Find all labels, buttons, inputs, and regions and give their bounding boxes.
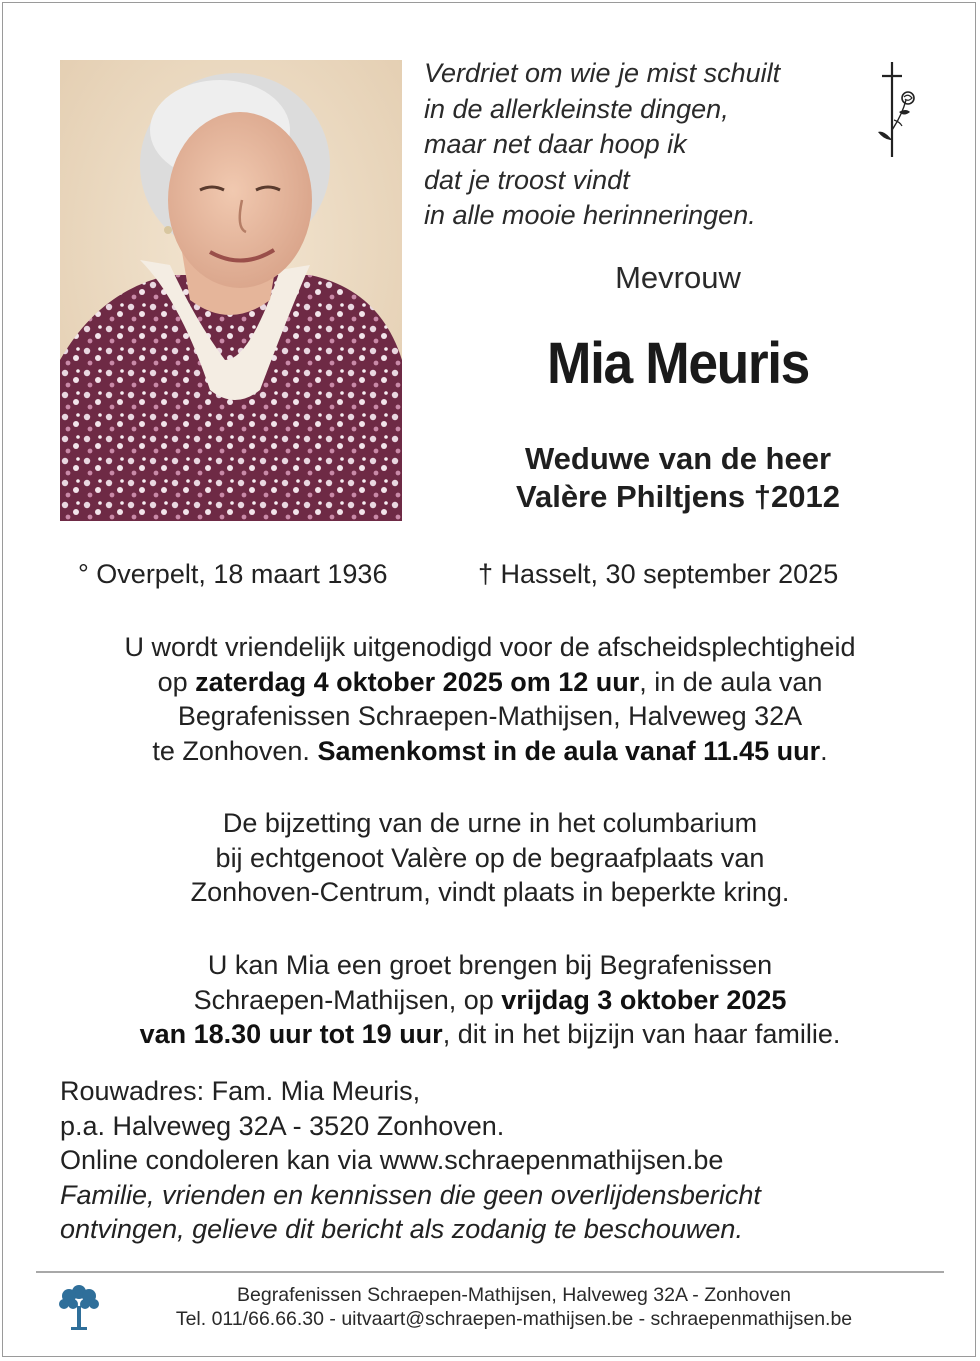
- tree-logo-icon: [58, 1282, 100, 1332]
- death-date: † Hasselt, 30 september 2025: [478, 559, 839, 589]
- visit-date: vrijdag 3 oktober 2025: [501, 984, 787, 1015]
- ceremony-line: [40, 734, 940, 769]
- deceased-name: Mia Meuris: [547, 331, 809, 396]
- ceremony-line: Begrafenissen Schraepen-Mathijsen, Halveweg 32A: [177, 701, 803, 731]
- ceremony-date: zaterdag 4 oktober 2025 om 12 uur: [195, 666, 640, 697]
- poem-line: in de allerkleinste dingen,: [424, 93, 729, 124]
- mourning-address: [60, 1074, 761, 1247]
- footer-divider: [36, 1271, 944, 1273]
- poem-line: dat je troost vindt: [424, 164, 630, 195]
- visit-line: [40, 983, 940, 1018]
- poem-line: maar net daar hoop ik: [424, 129, 687, 159]
- text: op: [157, 666, 196, 697]
- text: , in de aula van: [639, 666, 823, 697]
- portrait-photo: [60, 60, 402, 521]
- widow-note: [410, 440, 946, 516]
- burial-line: Zonhoven-Centrum, vindt plaats in beperkte kring.: [190, 877, 790, 907]
- footer-address: Begrafenissen Schraepen-Mathijsen, Halveweg 32A - Zonhoven: [237, 1284, 791, 1306]
- ceremony-paragraph: [40, 630, 940, 768]
- cross-with-rose-icon: [872, 60, 922, 160]
- visit-line: [40, 1017, 940, 1052]
- address-line: p.a. Halveweg 32A - 3520 Zonhoven.: [60, 1110, 505, 1141]
- footer-contact: Tel. 011/66.66.30 - uitvaart@schraepen-mathijsen.be - schraepenmathijsen.be: [175, 1308, 853, 1330]
- poem-line: Verdriet om wie je mist schuilt: [424, 58, 781, 88]
- burial-paragraph: [40, 806, 940, 910]
- visit-paragraph: [40, 948, 940, 1052]
- burial-line: bij echtgenoot Valère op de begraafplaats van: [215, 842, 765, 873]
- widow-line: Weduwe van de heer: [524, 441, 832, 476]
- text: , dit in het bijzijn van haar familie.: [442, 1019, 841, 1049]
- text: te Zonhoven.: [152, 735, 318, 766]
- address-line: Rouwadres: Fam. Mia Meuris,: [60, 1076, 421, 1106]
- condolence-line: Online condoleren kan via www.schraepenmathijsen.be: [60, 1145, 724, 1175]
- visit-line: U kan Mia een groet brengen bij Begrafenissen: [207, 950, 773, 980]
- visit-time: van 18.30 uur tot 19 uur: [139, 1019, 443, 1049]
- burial-line: De bijzetting van de urne in het columbarium: [222, 808, 758, 838]
- text: .: [820, 735, 828, 766]
- ceremony-line: U wordt vriendelijk uitgenodigd voor de afscheidsplechtigheid: [124, 632, 856, 662]
- ceremony-line: [40, 665, 940, 700]
- text: Schraepen-Mathijsen, op: [193, 984, 502, 1015]
- notice-line: ontvingen, gelieve dit bericht als zodanig te beschouwen.: [60, 1214, 743, 1244]
- widow-line: Valère Philtjens †2012: [516, 479, 840, 514]
- poem-line: in alle mooie herinneringen.: [424, 200, 756, 230]
- notice-line: Familie, vrienden en kennissen die geen overlijdensbericht: [60, 1179, 761, 1210]
- poem: [424, 56, 780, 234]
- salutation: Mevrouw: [615, 260, 741, 295]
- birth-date: ° Overpelt, 18 maart 1936: [78, 559, 388, 589]
- gathering-time: Samenkomst in de aula vanaf 11.45 uur: [317, 735, 821, 766]
